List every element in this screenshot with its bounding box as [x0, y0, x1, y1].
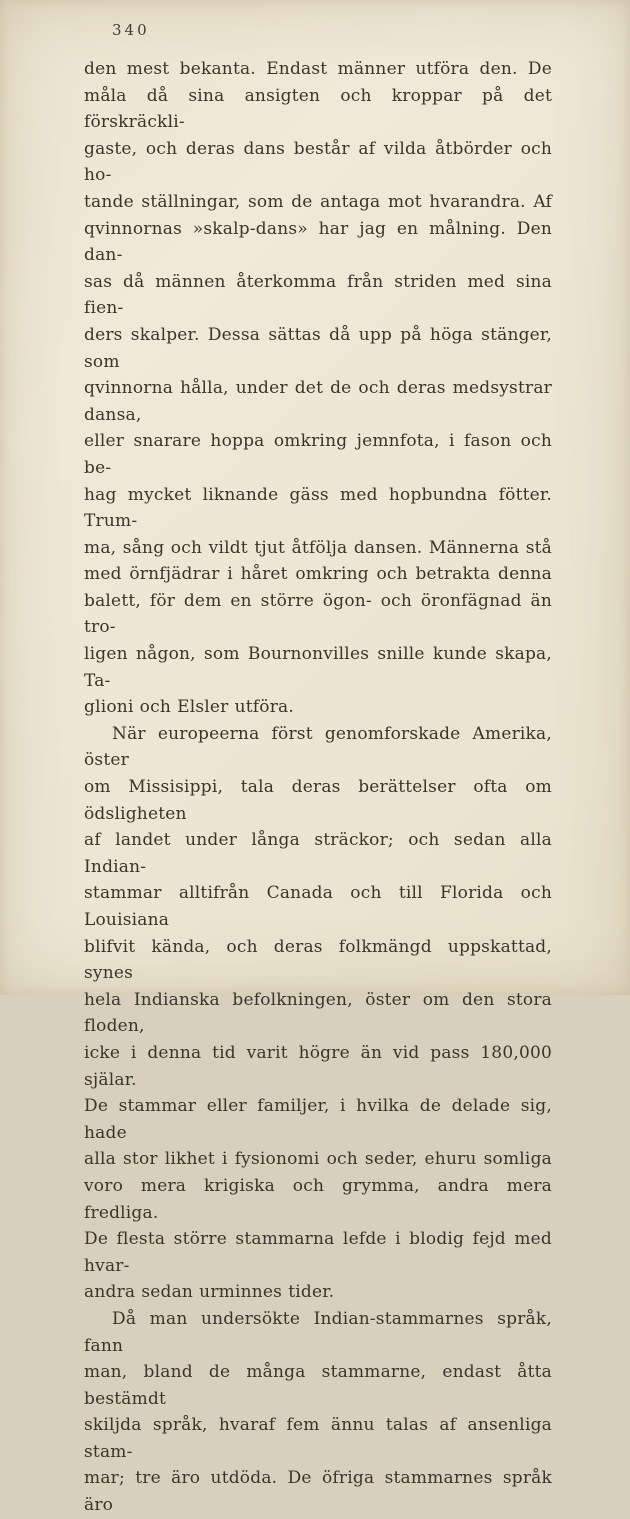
paragraph	[84, 56, 552, 721]
text-line: ders skalper. Dessa sättas då upp på höga stänger, som	[84, 324, 552, 372]
text-line: ma, sång och vildt tjut åtfölja dansen. Männerna stå	[84, 537, 552, 558]
text-line: När europeerna först genomforskade Amerika, öster	[84, 723, 552, 771]
text-line: De flesta större stammarna lefde i blodig fejd med hvar-	[84, 1229, 552, 1276]
text-line: mar; tre äro utdöda. De öfriga stammarnes språk äro	[84, 1468, 552, 1516]
page-number: 340	[112, 21, 150, 39]
text-line: glioni och Elsler utföra.	[84, 697, 294, 718]
text-line: andra sedan urminnes tider.	[84, 1282, 335, 1303]
text-line: af landet under långa sträckor; och sedan alla Indian-	[84, 830, 552, 877]
text-line: voro mera krigiska och grymma, andra mera fredliga.	[84, 1175, 552, 1223]
text-line: blifvit kända, och deras folkmängd uppskattad, synes	[84, 936, 552, 984]
text-line: hag mycket liknande gäss med hopbundna fötter. Trum-	[84, 484, 552, 532]
text-line: stammar alltifrån Canada och till Florida och Louisiana	[84, 883, 552, 930]
text-line: gaste, och deras dans består af vilda åtbörder och ho-	[84, 138, 552, 186]
text-line: skiljda språk, hvaraf fem ännu talas af ansenliga stam-	[84, 1415, 552, 1462]
paragraph	[84, 721, 552, 1306]
text-line: ligen någon, som Bournonvilles snille kunde skapa, Ta-	[84, 644, 552, 691]
text-line: tande ställningar, som de antaga mot hvarandra. Af	[84, 191, 552, 212]
text-line: De stammar eller familjer, i hvilka de delade sig, hade	[84, 1096, 552, 1143]
text-line: måla då sina ansigten och kroppar på det förskräckli-	[84, 85, 552, 133]
text-line: qvinnornas »skalp-dans» har jag en målning. Den dan-	[84, 218, 552, 266]
text-line: sas då männen återkomma från striden med sina fien-	[84, 271, 552, 319]
text-line: qvinnorna hålla, under det de och deras medsystrar dansa,	[84, 378, 552, 425]
text-line: den mest bekanta. Endast männer utföra den. De	[84, 59, 552, 79]
text-line: icke i denna tid varit högre än vid pass 180,000 själar.	[84, 1042, 552, 1090]
text-line: hela Indianska befolkningen, öster om den stora floden,	[84, 989, 552, 1037]
text-line: alla stor likhet i fysionomi och seder, ehuru somliga	[84, 1149, 552, 1170]
text-line: Då man undersökte Indian-stammarnes språk, fann	[84, 1308, 552, 1356]
text-line: balett, för dem en större ögon- och öronfägnad än tro-	[84, 590, 552, 638]
text-block	[84, 56, 552, 1519]
text-line: man, bland de många stammarne, endast åtta bestämdt	[84, 1362, 552, 1409]
paragraph	[84, 1306, 552, 1519]
text-line: om Missisippi, tala deras berättelser ofta om ödsligheten	[84, 777, 552, 824]
text-line: med örnfjädrar i håret omkring och betrakta denna	[84, 564, 552, 585]
text-line: eller snarare hoppa omkring jemnfota, i fason och be-	[84, 431, 552, 478]
